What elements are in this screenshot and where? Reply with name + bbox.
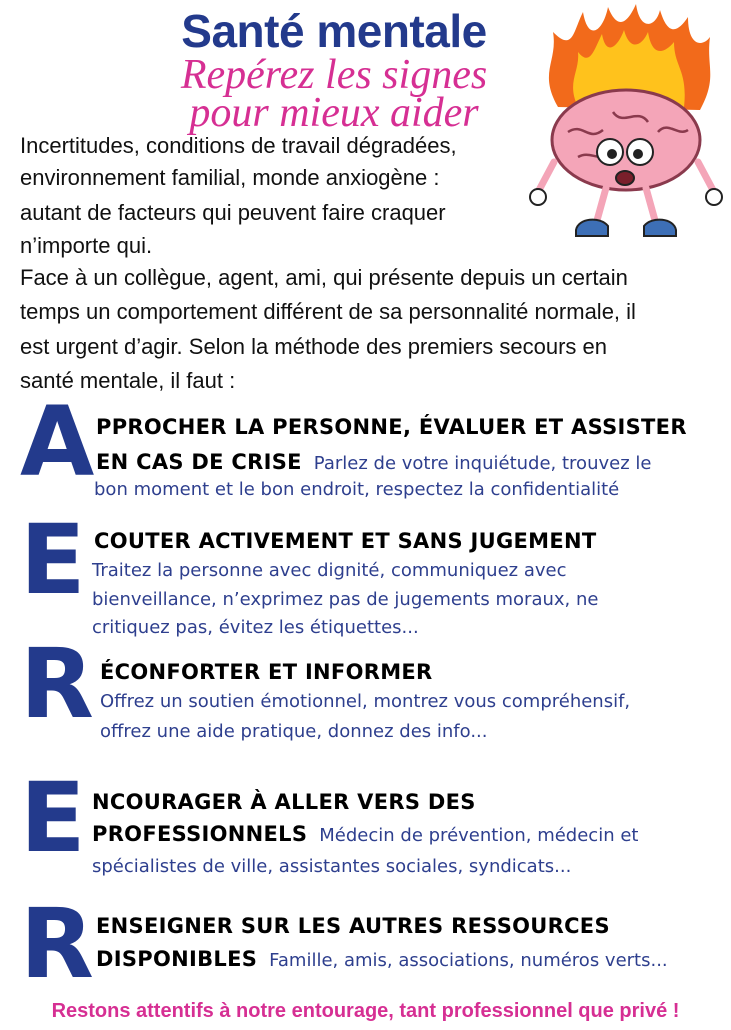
section-heading: ÉCONFORTER ET INFORMER <box>100 660 433 684</box>
section-description: Famille, amis, associations, numéros verts... <box>269 950 668 971</box>
flaming-brain-illustration <box>528 2 724 250</box>
intro-line: Face à un collègue, agent, ami, qui présente depuis un certain <box>20 265 628 290</box>
intro-line: autant de facteurs qui peuvent faire craquer <box>20 200 446 225</box>
section-description: bon moment et le bon endroit, respectez la confidentialité <box>94 479 620 500</box>
section-description: spécialistes de ville, assistantes sociales, syndicats... <box>92 856 572 877</box>
subtitle-line-1: Repérez les signes <box>180 52 488 98</box>
section-description: critiquez pas, évitez les étiquettes... <box>92 617 419 638</box>
section-description: Parlez de votre inquiétude, trouvez le <box>313 453 652 474</box>
section-description: Offrez un soutien émotionnel, montrez vous compréhensif, <box>100 691 631 712</box>
section-heading: ENSEIGNER SUR LES AUTRES RESSOURCES <box>96 914 610 938</box>
section-letter-a: A <box>20 386 95 498</box>
section-description: offrez une aide pratique, donnez des info... <box>100 721 488 742</box>
intro-line: Incertitudes, conditions de travail dégradées, <box>20 133 457 158</box>
intro-line: santé mentale, il faut : <box>20 368 236 393</box>
section-heading-row <box>96 945 668 975</box>
section-heading: DISPONIBLES <box>96 947 258 971</box>
section-heading-row <box>92 820 638 850</box>
section-heading: PROFESSIONNELS <box>92 822 308 846</box>
section-letter-r: R <box>20 628 94 740</box>
section-heading: NCOURAGER À ALLER VERS DES <box>92 790 476 814</box>
section-letter-r: R <box>20 888 94 1000</box>
section-heading-row <box>96 448 651 478</box>
section-letter-e: E <box>20 762 86 874</box>
section-description: Médecin de prévention, médecin et <box>319 825 639 846</box>
section-letter-e: E <box>20 504 86 616</box>
section-heading: EN CAS DE CRISE <box>96 450 302 474</box>
intro-line: temps un comportement différent de sa personnalité normale, il <box>20 299 636 324</box>
subtitle-line-2: pour mieux aider <box>189 90 479 136</box>
footer-message: Restons attentifs à notre entourage, tant professionnel que privé ! <box>51 1000 680 1022</box>
section-heading: COUTER ACTIVEMENT ET SANS JUGEMENT <box>94 529 597 553</box>
intro-line: environnement familial, monde anxiogène : <box>20 165 440 190</box>
section-description: Traitez la personne avec dignité, communiquez avec <box>92 560 567 581</box>
section-heading: PPROCHER LA PERSONNE, ÉVALUER ET ASSISTER <box>96 415 687 439</box>
intro-line: est urgent d’agir. Selon la méthode des premiers secours en <box>20 334 607 359</box>
page-title: Santé mentale <box>181 5 487 57</box>
intro-line: n’importe qui. <box>20 233 153 258</box>
brain-icon <box>552 90 700 190</box>
section-description: bienveillance, n’exprimez pas de jugements moraux, ne <box>92 589 599 610</box>
